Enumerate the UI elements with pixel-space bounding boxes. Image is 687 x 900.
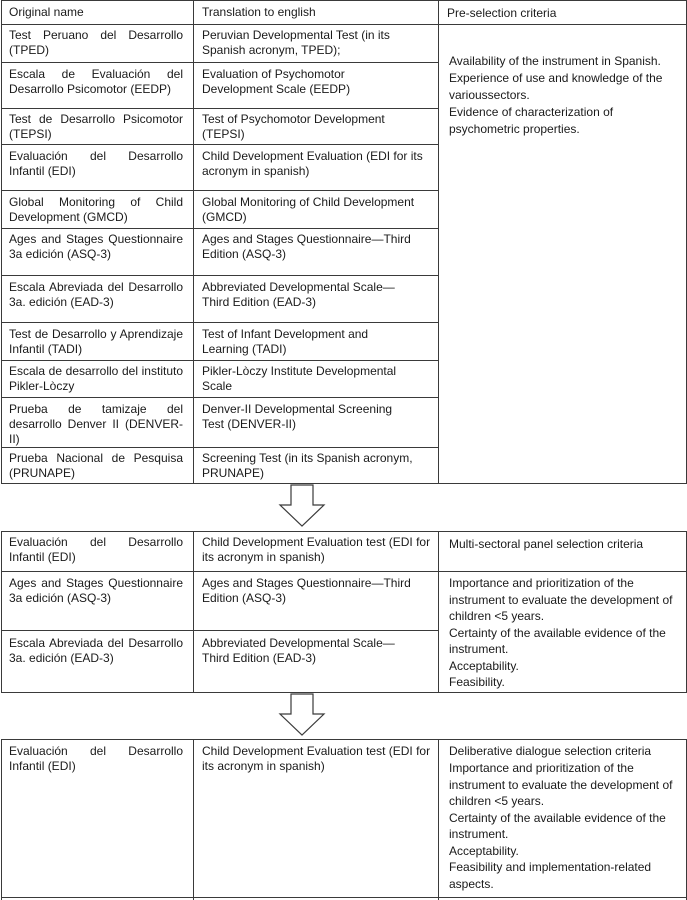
stage1-row-4-translation: Child Development Evaluation (EDI for its acronym in spanish) <box>202 149 423 178</box>
stage3-row-1-original: Evaluación del Desarrollo Infantil (EDI) <box>9 744 183 773</box>
criteria-item: Acceptability. <box>449 658 519 673</box>
criteria-item: Evidence of characterization of psychometric properties. <box>449 105 614 136</box>
criteria-item: Certainty of the available evidence of the instrument. <box>449 625 666 656</box>
stage1-row-3-translation: Test of Psychomotor Development (TEPSI) <box>202 112 385 141</box>
stage1-row-11-original: Prueba Nacional de Pesquisa (PRUNAPE) <box>9 451 183 480</box>
stage1-row-3-original: Test de Desarrollo Psicomotor (TEPSI) <box>9 112 183 141</box>
multi-sectoral-criteria-title: Multi-sectoral panel selection criteria <box>449 537 644 551</box>
stage1-row-10-original: Prueba de tamizaje del desarrollo Denver II (DENVER-II) <box>9 402 183 446</box>
stage1-row-5-translation: Global Monitoring of Child Development (GMCD) <box>202 195 415 224</box>
stage2-row-2-original: Ages and Stages Questionnaire 3a edición (ASQ-3) <box>9 576 183 605</box>
criteria-item: Feasibility. <box>449 675 505 689</box>
criteria-item: Availability of the instrument in Spanish. <box>449 54 661 68</box>
deliberative-criteria-title: Deliberative dialogue selection criteria <box>449 744 652 758</box>
criteria-item: Importance and prioritization of the instrument to evaluate the development of children <5 years. <box>449 761 673 808</box>
stage2-row-2-translation: Ages and Stages Questionnaire—Third Edition (ASQ-3) <box>202 576 411 605</box>
stage2-row-1-original: Evaluación del Desarrollo Infantil (EDI) <box>9 535 183 564</box>
stage2-row-1-translation: Child Development Evaluation test (EDI for its acronym in spanish) <box>202 535 431 564</box>
multi-sectoral-criteria-list <box>449 575 685 691</box>
criteria-item: Experience of use and knowledge of the varioussectors. <box>449 71 663 102</box>
stage1-row-7-translation: Abbreviated Developmental Scale—Third Edition (EAD-3) <box>202 280 395 309</box>
down-arrow-icon <box>277 693 327 737</box>
stage1-row-1-original: Test Peruano del Desarrollo (TPED) <box>9 28 183 57</box>
stage1-row-2-translation: Evaluation of Psychomotor Development Scale (EEDP) <box>202 67 351 96</box>
header-criteria: Pre-selection criteria <box>447 6 557 20</box>
stage1-row-6-translation: Ages and Stages Questionnaire—Third Edition (ASQ-3) <box>202 232 411 261</box>
stage1-row-9-translation: Pikler-Lòczy Institute Developmental Scale <box>202 364 397 393</box>
criteria-item: Acceptability. <box>449 843 519 858</box>
stage3-row-1-translation: Child Development Evaluation test (EDI for its acronym in spanish) <box>202 744 431 773</box>
pre-selection-criteria-list <box>449 53 684 138</box>
stage1-row-10-translation: Denver-II Developmental Screening Test (DENVER-II) <box>202 402 393 431</box>
stage1-row-8-translation: Test of Infant Development and Learning (TADI) <box>202 327 369 356</box>
header-translation: Translation to english <box>202 5 316 19</box>
stage1-row-7-original: Escala Abreviada del Desarrollo 3a. edición (EAD-3) <box>9 280 183 309</box>
criteria-item: Importance and prioritization of the instrument to evaluate the development of children <5 years. <box>449 576 673 623</box>
criteria-item: Certainty of the available evidence of the instrument. <box>449 810 666 841</box>
stage1-row-11-translation: Screening Test (in its Spanish acronym, PRUNAPE) <box>202 451 413 480</box>
criteria-item: Feasibility and implementation-related aspects. <box>449 860 652 891</box>
stage1-row-1-translation: Peruvian Developmental Test (in its Spanish acronym, TPED); <box>202 28 390 57</box>
header-original-name: Original name <box>9 5 84 19</box>
stage1-row-8-original: Test de Desarrollo y Aprendizaje Infantil (TADI) <box>9 327 183 356</box>
down-arrow-icon <box>277 484 327 528</box>
stage1-row-9-original: Escala de desarrollo del instituto Pikler-Lòczy <box>9 364 183 393</box>
stage1-row-5-original: Global Monitoring of Child Development (GMCD) <box>9 195 183 224</box>
stage2-row-3-translation: Abbreviated Developmental Scale—Third Edition (EAD-3) <box>202 636 395 665</box>
stage1-row-2-original: Escala de Evaluación del Desarrollo Psicomotor (EEDP) <box>9 67 183 96</box>
deliberative-criteria-list <box>449 760 685 892</box>
stage1-row-6-original: Ages and Stages Questionnaire 3a edición (ASQ-3) <box>9 232 183 261</box>
stage1-row-4-original: Evaluación del Desarrollo Infantil (EDI) <box>9 149 183 178</box>
stage2-row-3-original: Escala Abreviada del Desarrollo 3a. edición (EAD-3) <box>9 636 183 665</box>
